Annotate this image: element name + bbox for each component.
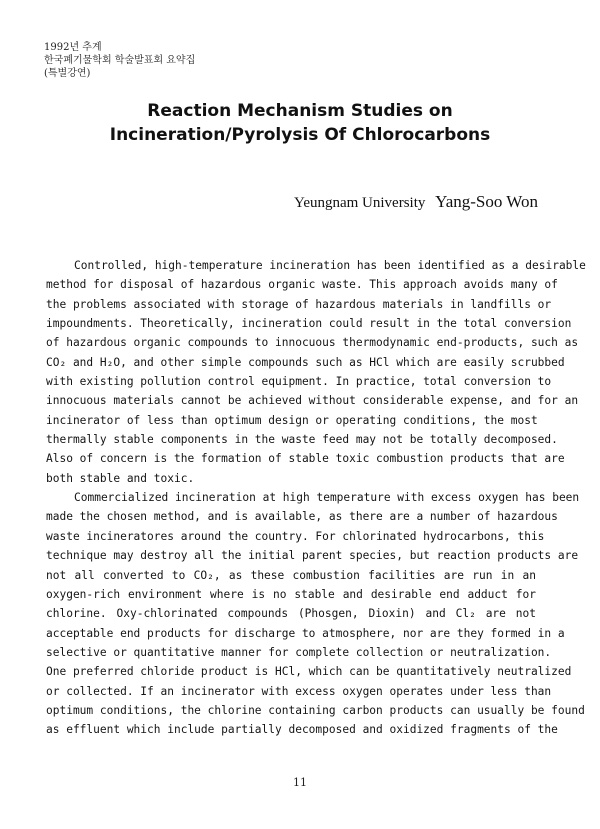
body-line: optimum conditions, the chlorine containing carbon products can usually be found: [46, 703, 585, 717]
body-line: with existing pollution control equipment. In practice, total conversion to: [46, 375, 552, 389]
body-line: technique may destroy all the initial parent species, but reaction products are: [46, 549, 579, 563]
paper-title-line-1: Reaction Mechanism Studies on: [147, 101, 453, 121]
body-line: made the chosen method, and is available, as there are a number of hazardous: [46, 510, 558, 524]
conference-header: [44, 41, 195, 80]
body-line: chlorine. Oxy-chlorinated compounds (Phosgen, Dioxin) and Cl₂ are not: [46, 607, 536, 621]
body-line: CO₂ and H₂O, and other simple compounds such as HCl which are easily scrubbed: [46, 355, 565, 369]
body-line: of hazardous organic compounds to innocuous thermodynamic end-products, such as: [46, 336, 579, 350]
body-line: not all converted to CO₂, as these combustion facilities are run in an: [46, 568, 536, 582]
body-line: impoundments. Theoretically, incineration could result in the total conversion: [46, 317, 572, 331]
body-line: Also of concern is the formation of stable toxic combustion products that are: [46, 452, 565, 466]
body-line: method for disposal of hazardous organic waste. This approach avoids many of: [46, 278, 558, 292]
header-line-proceedings: 한국폐기물학회 학술발표회 요약집: [44, 55, 196, 66]
header-line-session: (특별강연): [44, 68, 91, 79]
body-line: thermally stable components in the waste feed may not be totally decomposed.: [46, 433, 558, 447]
body-line: acceptable end products for discharge to atmosphere, nor are they formed in a: [46, 626, 565, 640]
page-number: 11: [293, 776, 307, 789]
paper-title-line-2: Incineration/Pyrolysis Of Chlorocarbons: [109, 125, 491, 145]
body-line: incinerator of less than optimum design or operating conditions, the most: [46, 413, 538, 427]
body-line: oxygen-rich environment where is no stable and desirable end adduct for: [46, 587, 536, 601]
body-line: or collected. If an incinerator with excess oxygen operates under less than: [46, 684, 552, 698]
author-name: Yang-Soo Won: [435, 192, 538, 211]
body-line: Controlled, high-temperature incineration has been identified as a desirable: [74, 259, 586, 272]
body-line: the problems associated with storage of hazardous materials in landfills or: [46, 297, 552, 311]
body-line: waste incineratores around the country. For chlorinated hydrocarbons, this: [46, 529, 545, 543]
body-line: innocuous materials cannot be achieved without considerable expense, and for an: [46, 394, 579, 408]
header-line-year: 1992년 추계: [44, 42, 102, 53]
body-line: Commercialized incineration at high temperature with excess oxygen has been: [74, 491, 580, 505]
body-line: as effluent which include partially decomposed and oxidized fragments of the: [46, 723, 558, 737]
body-line: One preferred chloride product is HCl, which can be quantitatively neutralized: [46, 665, 572, 679]
university-name: Yeungnam University: [293, 195, 426, 211]
body-line: both stable and toxic.: [46, 471, 195, 485]
author-affiliation: [294, 192, 538, 212]
body-text: [46, 256, 586, 740]
body-line: selective or quantitative manner for complete collection or neutralization.: [46, 645, 552, 659]
